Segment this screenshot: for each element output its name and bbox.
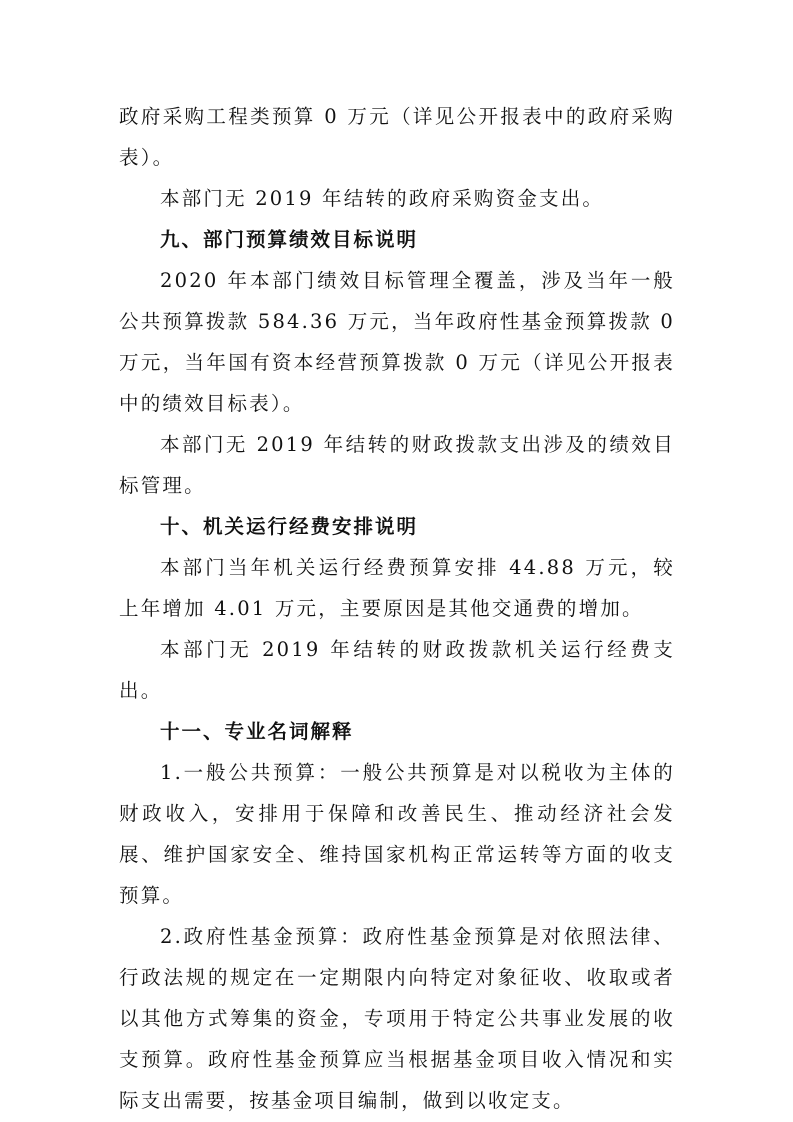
paragraph-operating-carryover: 本部门无 2019 年结转的财政拨款机关运行经费支出。: [119, 638, 675, 702]
heading-terminology: 十一、专业名词解释: [160, 720, 354, 743]
document-body: [119, 96, 675, 1121]
paragraph-government-fund-budget: 2.政府性基金预算：政府性基金预算是对依照法律、行政法规的规定在一定期限内向特定对象征收、收取或者以其他方式筹集的资金，专项用于特定公共事业发展的收支预算。政府性基金预算应当根据基金项目收入情况和实际支出需要，按基金项目编制，做到以收定支。: [119, 925, 675, 1112]
paragraph-operating-budget: 本部门当年机关运行经费预算安排 44.88 万元，较上年增加 4.01 万元，主要原因是其他交通费的增加。: [119, 556, 675, 620]
paragraph-procurement-engineering: 政府采购工程类预算 0 万元（详见公开报表中的政府采购表）。: [119, 105, 675, 169]
paragraph-general-public-budget: 1.一般公共预算：一般公共预算是对以税收为主体的财政收入，安排用于保障和改善民生、推动经济社会发展、维护国家安全、维持国家机构正常运转等方面的收支预算。: [119, 761, 675, 907]
paragraph-performance-carryover: 本部门无 2019 年结转的财政拨款支出涉及的绩效目标管理。: [119, 433, 675, 497]
paragraph-procurement-carryover: 本部门无 2019 年结转的政府采购资金支出。: [160, 187, 605, 210]
heading-performance-goals: 九、部门预算绩效目标说明: [160, 228, 419, 251]
heading-operating-expenses: 十、机关运行经费安排说明: [160, 515, 419, 538]
paragraph-performance-coverage: 2020 年本部门绩效目标管理全覆盖，涉及当年一般公共预算拨款 584.36 万元，当年政府性基金预算拨款 0 万元，当年国有资本经营预算拨款 0 万元（详见公开报表中的绩效目标表）。: [119, 269, 675, 415]
